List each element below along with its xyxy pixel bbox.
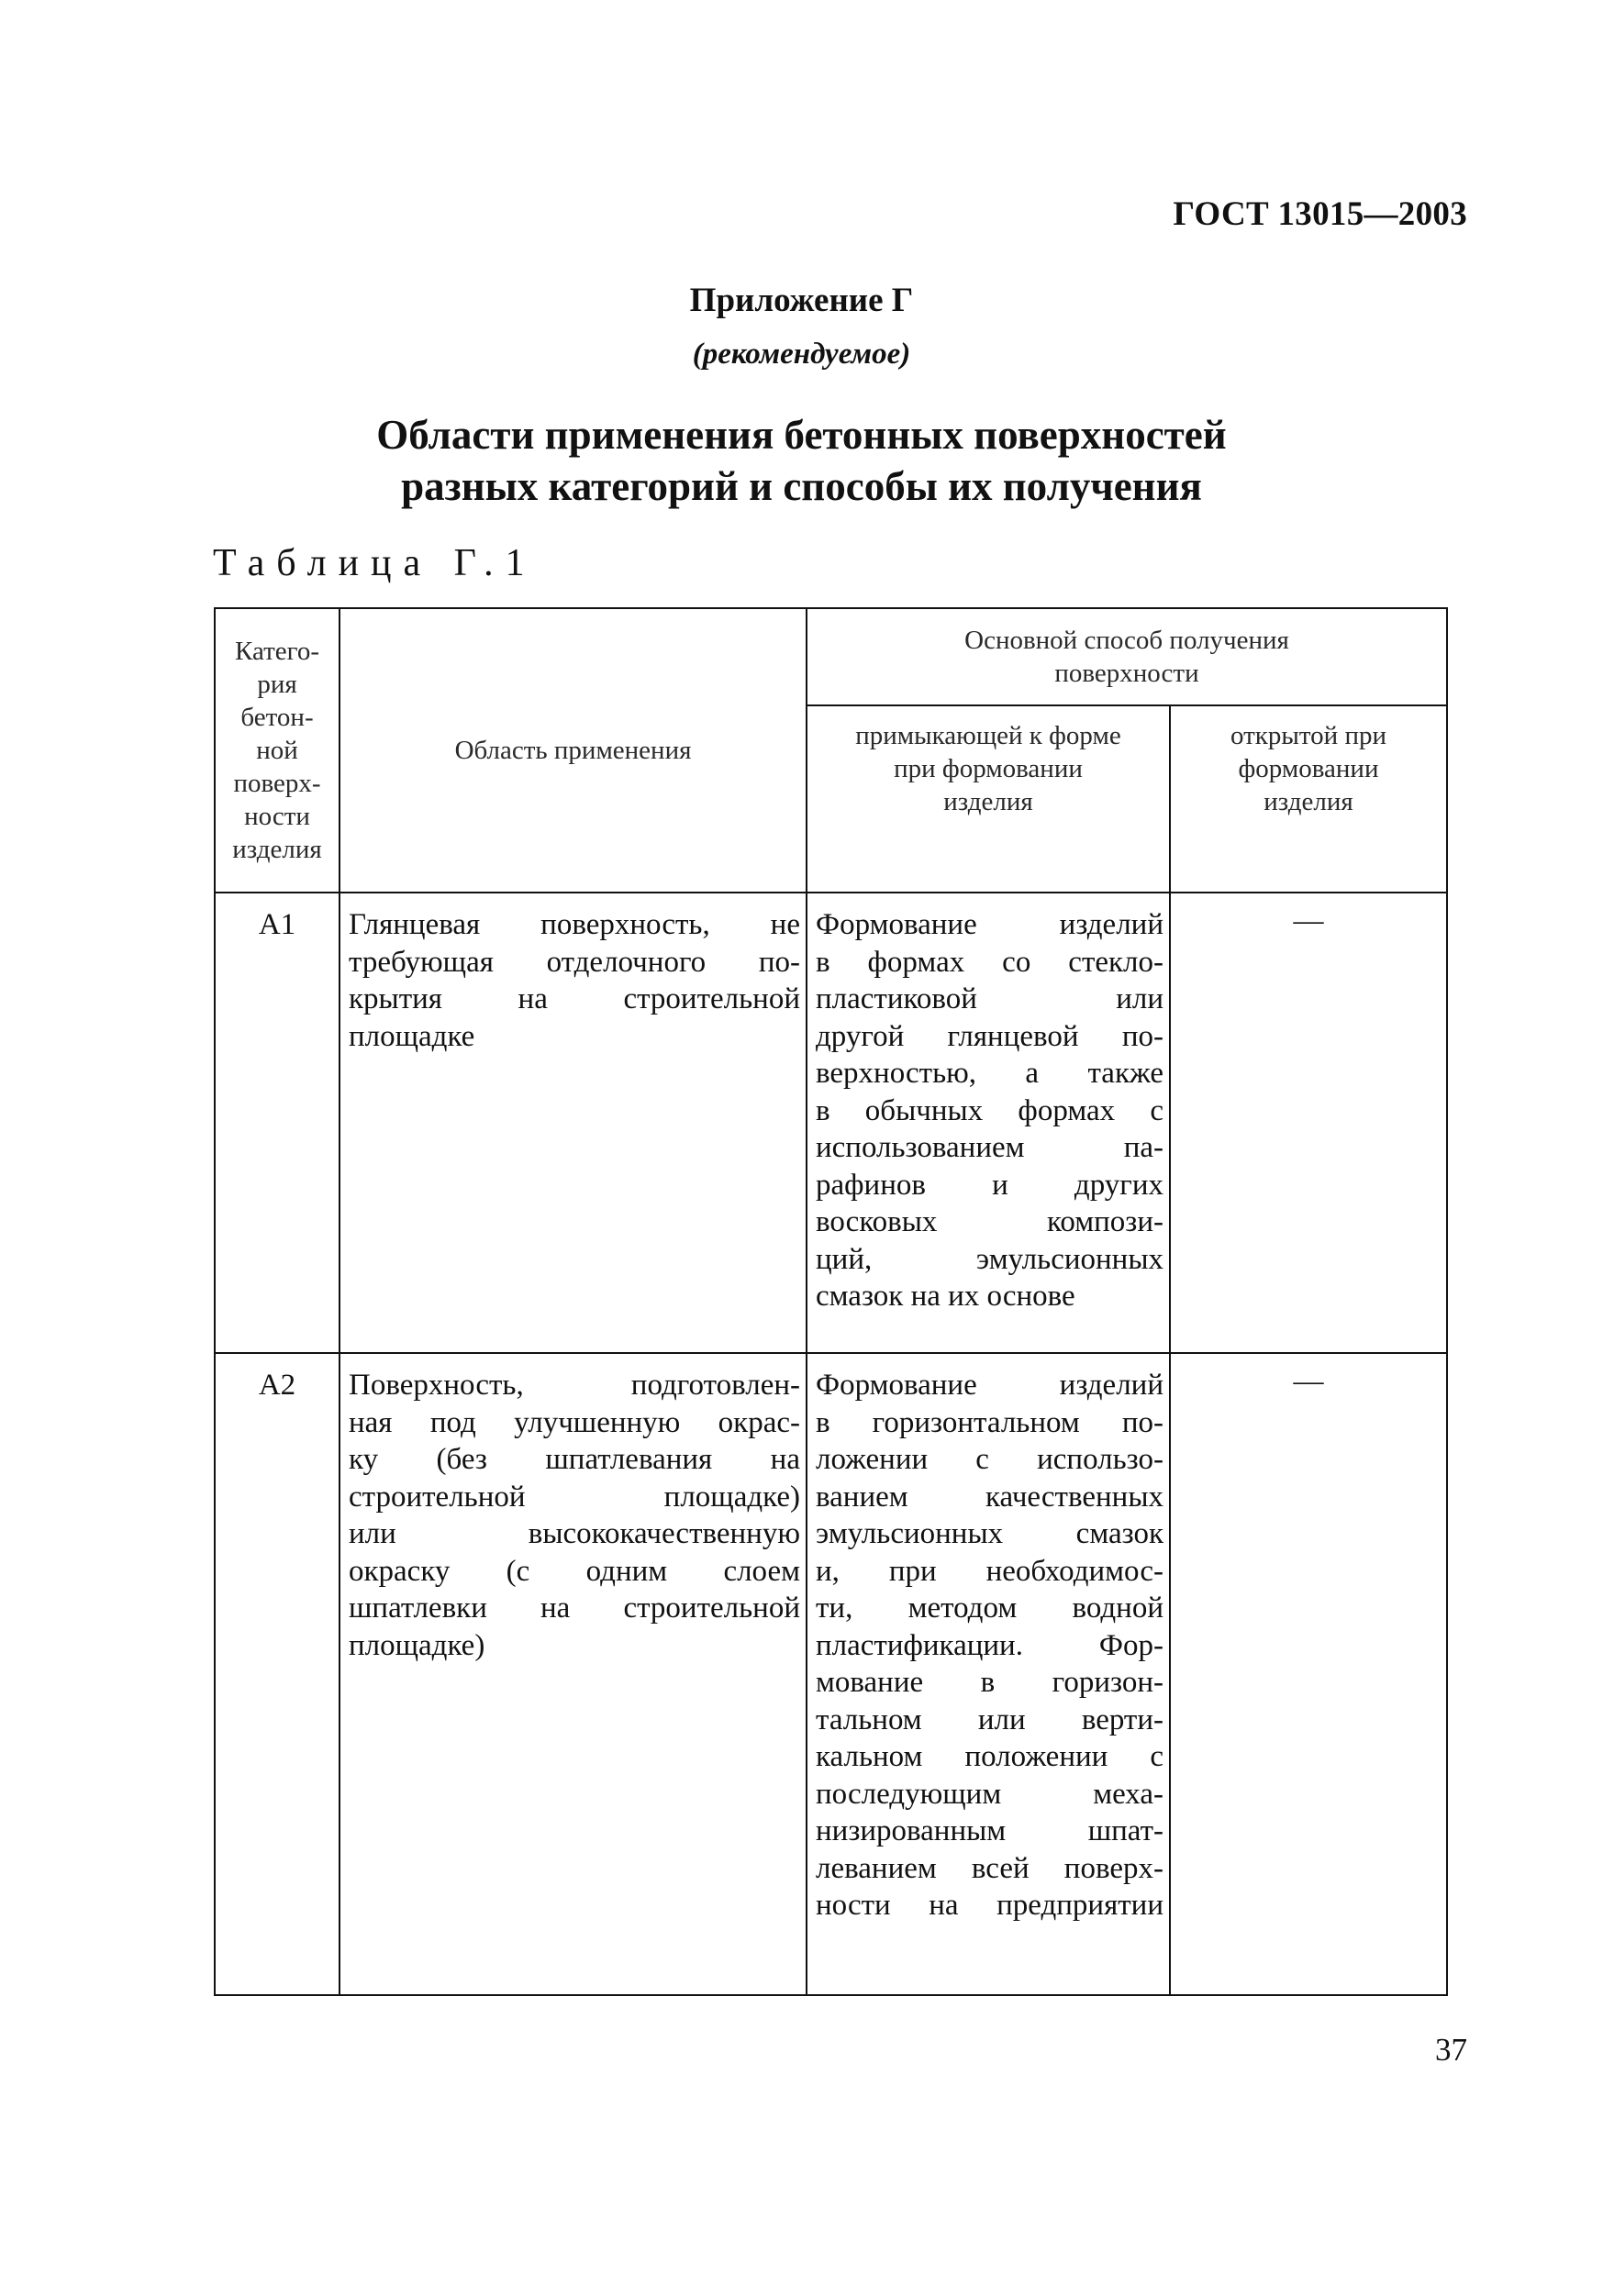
method-line: ти, методом водной: [816, 1592, 1163, 1625]
area-line: крытия на строительной: [349, 982, 800, 1015]
header-category-line: поверх-: [233, 769, 321, 798]
area-line: Поверхность, подготовлен-: [349, 1369, 800, 1402]
appendix-title: Приложение Г: [689, 282, 914, 319]
method-line: верхностью, а также: [816, 1057, 1163, 1090]
header-method-form-line: при формовании: [894, 754, 1083, 783]
method-line: Формование изделий: [816, 1369, 1163, 1402]
method-line: Формование изделий: [816, 908, 1163, 941]
area-line: Глянцевая поверхность, не: [349, 908, 800, 941]
method-line: последующим меха-: [816, 1777, 1163, 1811]
method-line: эмульсионных смазок: [816, 1517, 1163, 1550]
method-line: использованием па-: [816, 1131, 1163, 1164]
header-method-form: [807, 705, 1170, 893]
method-line: и, при необходимос-: [816, 1554, 1163, 1588]
method-line: ложении с использо-: [816, 1443, 1163, 1476]
area-line: ная под улучшенную окрас-: [349, 1405, 800, 1439]
area-line: строительной площадке): [349, 1480, 800, 1514]
header-category-line: изделия: [232, 835, 322, 864]
method-line: другой глянцевой по-: [816, 1019, 1163, 1053]
method-form-cell: [807, 1353, 1170, 1995]
method-line: мование в горизон-: [816, 1666, 1163, 1699]
header-method-group-line: поверхности: [1054, 659, 1199, 688]
area-line: шпатлевки на строительной: [349, 1592, 800, 1625]
header-method-open: [1170, 705, 1447, 893]
appendix-subtitle: (рекомендуемое): [692, 338, 911, 371]
method-line: ности на предприятии: [816, 1889, 1163, 1922]
header-category-line: ности: [244, 802, 310, 831]
header-category-line: Катего-: [235, 637, 319, 666]
header-method-open-line: открытой при: [1230, 721, 1386, 750]
table-caption: Таблица Г.1: [213, 542, 537, 584]
page-number: 37: [1435, 2032, 1467, 2068]
header-category: [215, 608, 340, 893]
category-cell: А1: [215, 893, 340, 1353]
main-title-line-1: Области применения бетонных поверхностей: [376, 412, 1227, 458]
header-area: Область применения: [340, 608, 807, 893]
method-line: низированным шпат-: [816, 1814, 1163, 1847]
header-method-open-line: изделия: [1263, 787, 1353, 816]
header-category-line: бетон-: [240, 703, 314, 732]
method-line: в формах со стекло-: [816, 945, 1163, 979]
method-line: рафинов и других: [816, 1168, 1163, 1202]
method-line: пластификации. Фор-: [816, 1628, 1163, 1662]
method-line: пластиковой или: [816, 982, 1163, 1015]
main-title: [0, 409, 1603, 512]
method-form-cell: [807, 893, 1170, 1353]
header-method-group: [807, 608, 1447, 705]
table-row: [215, 1353, 1447, 1995]
method-line: кальном положении с: [816, 1740, 1163, 1773]
method-open-cell: —: [1170, 893, 1447, 1353]
area-line: ку (без шпатлевания на: [349, 1443, 800, 1476]
header-category-line: рия: [257, 670, 297, 699]
area-line: окраску (с одним слоем: [349, 1554, 800, 1588]
table-row: [215, 893, 1447, 1353]
method-line: смазок на их основе: [816, 1280, 1075, 1313]
application-areas-table: [214, 607, 1448, 1996]
header-method-group-line: Основной способ получения: [964, 626, 1289, 655]
area-line: площадке: [349, 1019, 475, 1053]
header-category-line: ной: [256, 736, 298, 765]
area-line: или высококачественную: [349, 1517, 800, 1550]
header-method-form-line: примыкающей к форме: [855, 721, 1121, 750]
document-code: ГОСТ 13015—2003: [1173, 195, 1467, 233]
method-open-cell: —: [1170, 1353, 1447, 1995]
area-line: площадке): [349, 1628, 485, 1662]
method-line: восковых компози-: [816, 1205, 1163, 1238]
header-method-form-line: изделия: [943, 787, 1033, 816]
area-line: требующая отделочного по-: [349, 945, 800, 979]
method-line: тальном или верти-: [816, 1703, 1163, 1736]
area-cell: [340, 1353, 807, 1995]
main-title-line-2: разных категорий и способы их получения: [401, 463, 1202, 509]
area-cell: [340, 893, 807, 1353]
header-method-open-line: формовании: [1238, 754, 1379, 783]
category-cell: А2: [215, 1353, 340, 1995]
method-line: ций, эмульсионных: [816, 1242, 1163, 1276]
method-line: в горизонтальном по-: [816, 1405, 1163, 1439]
method-line: в обычных формах с: [816, 1093, 1163, 1127]
method-line: ванием качественных: [816, 1480, 1163, 1514]
method-line: леванием всей поверх-: [816, 1851, 1163, 1885]
